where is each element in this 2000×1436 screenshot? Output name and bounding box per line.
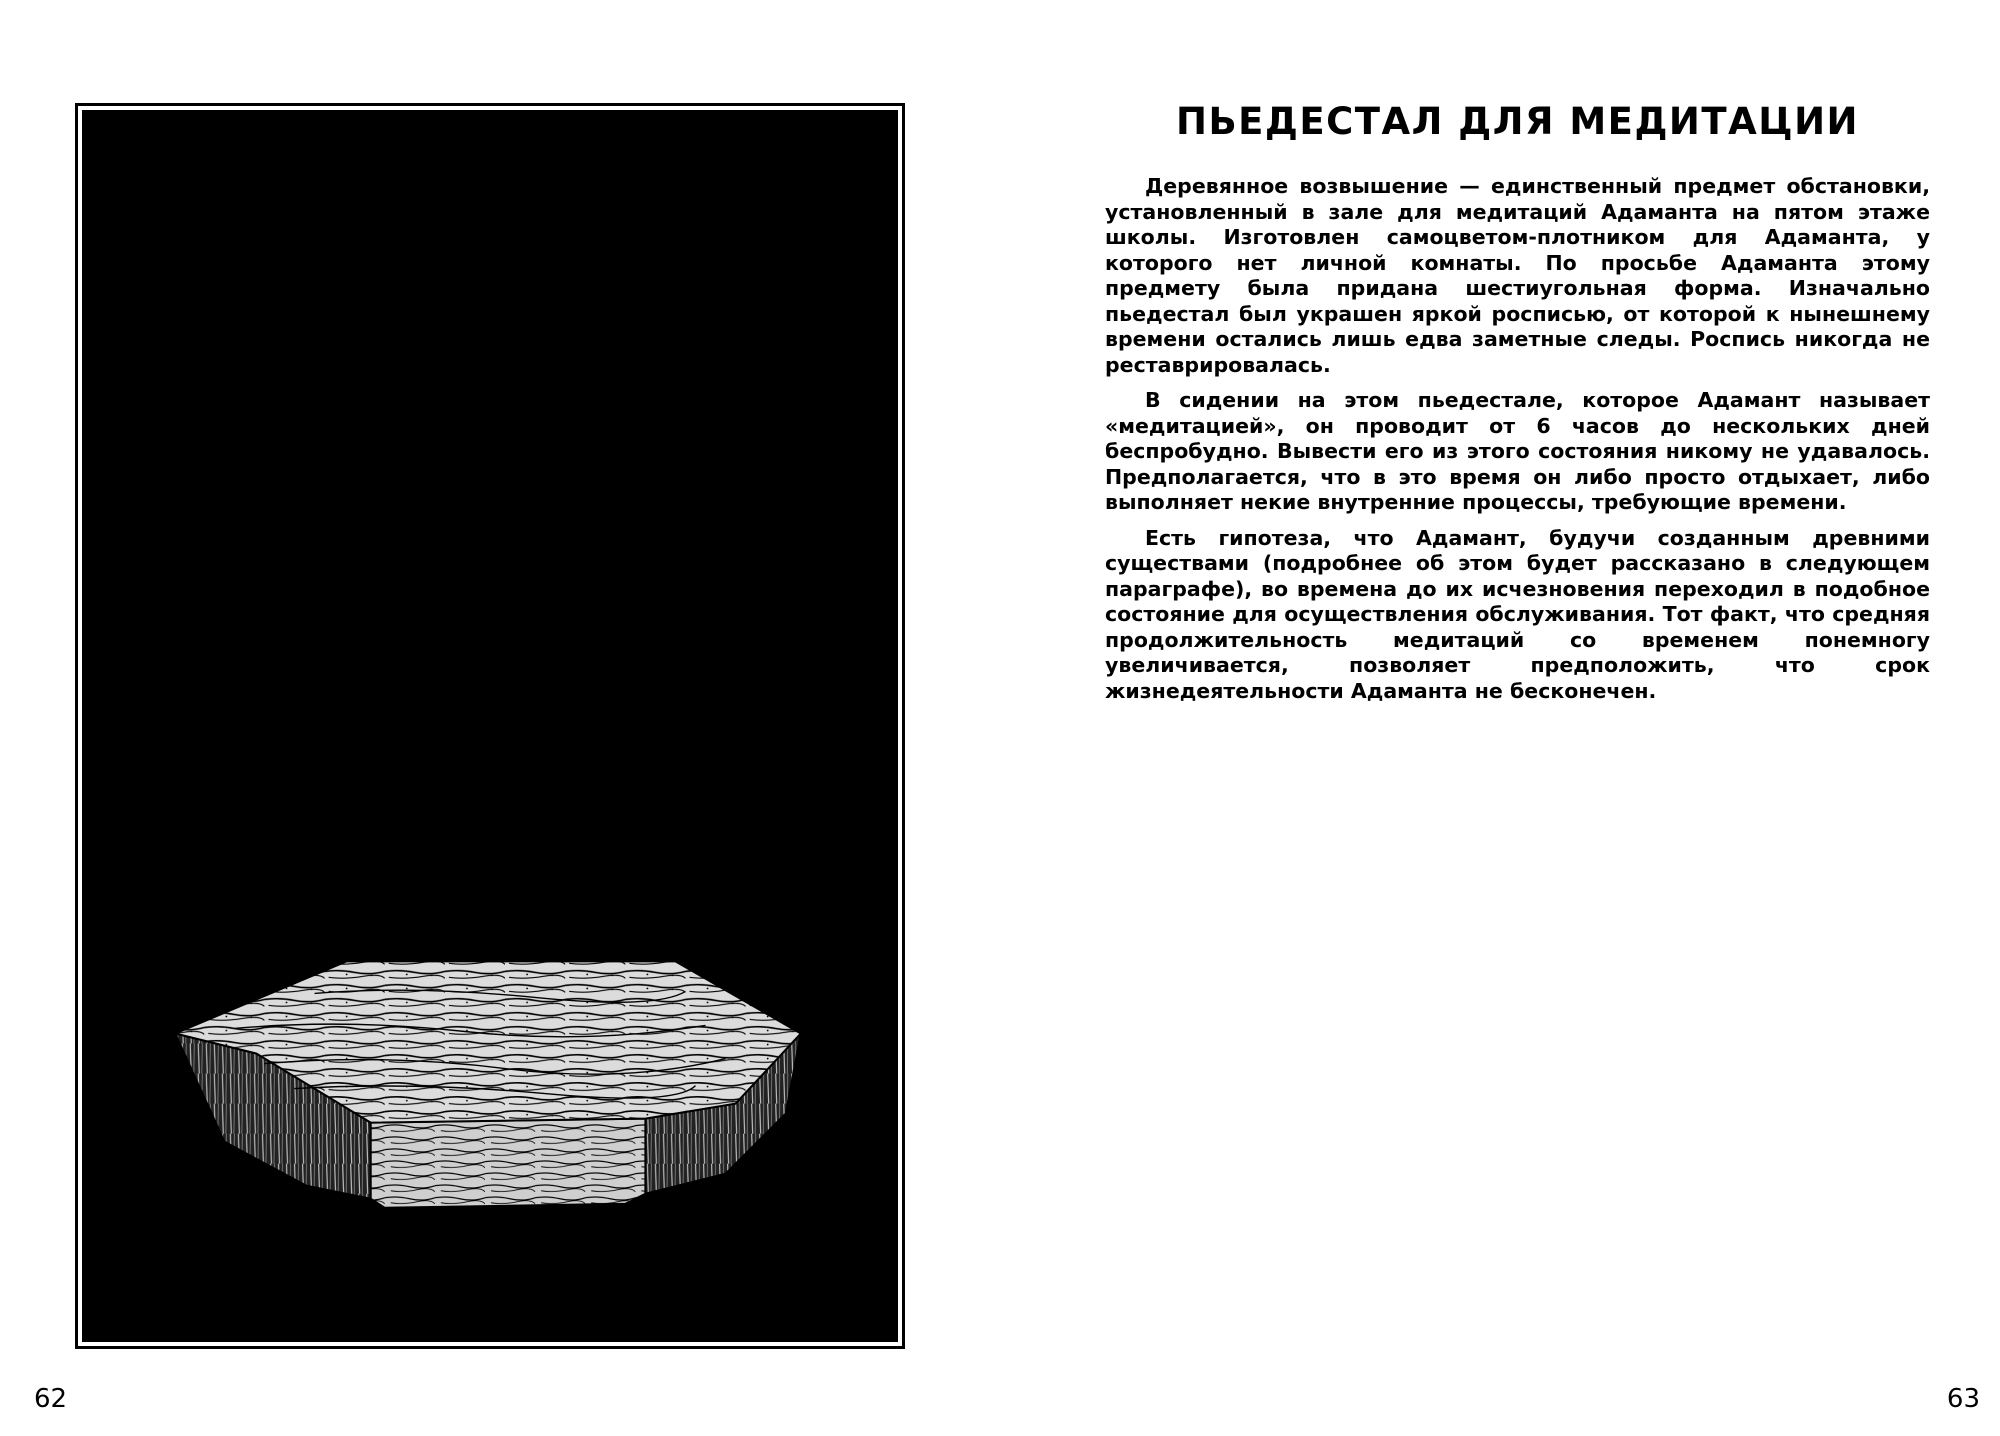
page-title: ПЬЕДЕСТАЛ ДЛЯ МЕДИТАЦИИ: [1175, 100, 1859, 143]
paragraph-2: В сидении на этом пьедестале, которое Адамант называет «медитацией», он проводит от 6 часов до нескольких дней беспробудно. Вывести его из этого состояния никому не удавалось. Предполагается, что в это время он либо просто отдыхает, либо выполняет некие внутренние процессы, требующие времени.: [1105, 388, 1930, 514]
meditation-pedestal-illustration: [84, 112, 896, 1340]
illustration-frame: [75, 103, 905, 1349]
text-column: [1105, 92, 1930, 714]
illustration-panel: [82, 110, 898, 1342]
paragraph-1: Деревянное возвышение — единственный предмет обстановки, установленный в зале для медитаций Адаманта на пятом этаже школы. Изготовлен самоцветом-плотником для Адаманта, у которого нет личной комнаты. По просьбе Адаманта этому предмету была придана шестиугольная форма. Изначально пьедестал был украшен яркой росписью, от которой к нынешнему времени остались лишь едва заметные следы. Роспись никогда не реставрировалась.: [1105, 174, 1930, 377]
page-number-left: 62: [34, 1384, 68, 1414]
paragraph-3: Есть гипотеза, что Адамант, будучи созданным древними существами (подробнее об этом будет рассказано в следующем параграфе), во времена до их исчезновения переходил в подобное состояние для осуществления обслуживания. Тот факт, что средняя продолжительность медитаций со временем понемногу увеличивается, позволяет предположить, что срок жизнедеятельности Адаманта не бесконечен.: [1105, 525, 1930, 703]
page-number-right: 63: [1946, 1384, 1980, 1414]
